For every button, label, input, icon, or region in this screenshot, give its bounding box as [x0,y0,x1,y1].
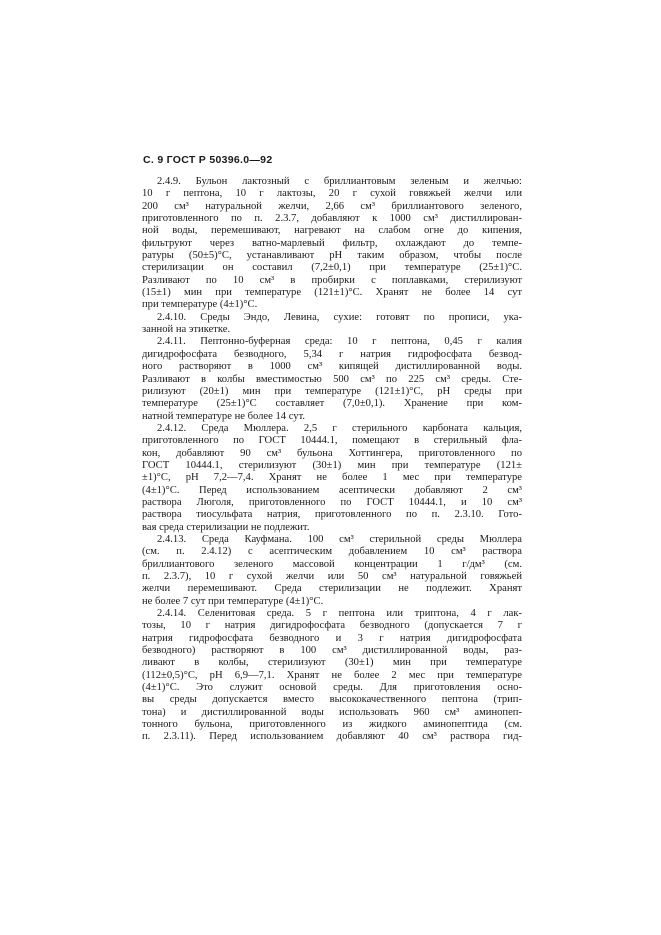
text-line: п. 2.3.11). Перед использованием добавляют 40 см³ раствора гид- [142,731,522,743]
text-line: рилизуют (20±1) мин при температуре (121±1)°С, рН среды при [142,385,522,397]
paragraph-2-4-13 [142,534,522,608]
text-line: ГОСТ 10444.1, стерилизуют (30±1) мин при температуре (121± [142,459,522,471]
text-line: вая среда стерилизации не подлежит. [142,521,310,533]
text-line: раствора Люголя, приготовленного по ГОСТ 10444.1, и 10 см³ [142,496,522,508]
text-line: стерилизации он составил (7,2±0,1) при температуре (25±1)°С. [142,262,522,274]
text-line: 2.4.13. Среда Кауфмана. 100 см³ стерильной среды Мюллера [157,533,522,545]
text-line: ±1)°С, рН 7,2—7,4. Хранят не более 1 мес при температуре [142,472,522,484]
text-line: тонного бульона, приготовленного из жидкого аминопептида (см. [142,719,522,731]
text-line: тона) и дистиллированной воды использовать 960 см³ аминопеп- [142,706,522,718]
text-line: занной на этикетке. [142,324,231,336]
text-line: бриллиантового зеленого массовой концентрации 1 г/дм³ (см. [142,558,522,570]
text-line: (см. п. 2.4.12) с асептическим добавлением 10 см³ раствора [142,546,522,558]
text-line: ного растворяют в 1000 см³ кипящей дистиллированной воды. [142,361,522,373]
paragraph-2-4-12 [142,423,522,534]
paragraph-2-4-10 [142,312,522,337]
text-line: (4±1)°С. Перед использованием асептически добавляют 2 см³ [142,484,522,496]
text-line: температуре (25±1)°С составляет (7,0±0,1). Хранение при ком- [142,398,522,410]
text-line: вы среды допускается вместо высококачественного пептона (трип- [142,694,522,706]
text-line: не более 7 сут при температуре (4±1)°С. [142,595,324,607]
text-line: Разливают в колбы вместимостью 500 см³ по 225 см³ среды. Сте- [142,373,522,385]
text-line: при температуре (4±1)°С. [142,299,258,311]
text-line: (112±0,5)°С, рН 6,9—7,1. Хранят не более 2 мес при температуре [142,669,522,681]
text-line: тозы, 10 г натрия дигидрофосфата безводного (допускается 7 г [142,620,522,632]
text-line: натной температуре не более 14 сут. [142,410,306,422]
text-line: 200 см³ натуральной желчи, 2,66 см³ бриллиантового зеленого, [142,200,522,212]
text-line: 2.4.11. Пептонно-буферная среда: 10 г пептона, 0,45 г калия [157,336,522,348]
text-line: натрия гидрофосфата безводного и 3 г натрия дигидрофосфата [142,632,522,644]
text-line: желчи перемешивают. Среда стерилизации не подлежит. Хранят [142,583,522,595]
text-line: приготовленного по п. 2.3.7, добавляют к 1000 см³ дистиллирован- [142,213,522,225]
paragraph-2-4-9 [142,176,522,312]
text-line: приготовленного по ГОСТ 10444.1, помещают в стерильный фла- [142,435,522,447]
text-line: дигидрофосфата безводного, 5,34 г натрия гидрофосфата безвод- [142,348,522,360]
paragraph-2-4-11 [142,336,522,422]
text-line: ной воды, перемешивают, нагревают на слабом огне до кипения, [142,225,522,237]
text-line: 2.4.9. Бульон лактозный с бриллиантовым зеленым и желчью: [157,176,522,187]
text-line: 10 г пептона, 10 г лактозы, 20 г сухой говяжьей желчи или [142,188,522,200]
document-body [142,176,522,744]
text-line: 2.4.10. Среды Эндо, Левина, сухие: готовят по прописи, ука- [157,311,522,323]
text-line: ливают в колбы, стерилизуют (30±1) мин при температуре [142,657,522,669]
paragraph-2-4-14 [142,608,522,744]
page-header: С. 9 ГОСТ Р 50396.0—92 [143,154,273,166]
text-line: (4±1)°С. Это служит основой среды. Для приготовления осно- [142,682,522,694]
text-line: (15±1) мин при температуре (121±1)°С. Хранят не более 14 сут [142,287,522,299]
text-line: 2.4.12. Среда Мюллера. 2,5 г стерильного карбоната кальция, [157,422,522,434]
text-line: безводного) растворяют в 100 см³ дистиллированной воды, раз- [142,645,522,657]
text-line: Разливают по 10 см³ в пробирки с поплавками, стерилизуют [142,274,522,286]
text-line: п. 2.3.7), 10 г сухой желчи или 50 см³ натуральной говяжьей [142,571,522,582]
text-line: фильтруют через ватно-марлевый фильтр, охлаждают до темпе- [142,237,522,249]
text-line: раствора тиосульфата натрия, приготовленного по п. 2.3.10. Гото- [142,509,522,521]
text-line: 2.4.14. Селенитовая среда. 5 г пептона или триптона, 4 г лак- [157,608,522,620]
text-line: ратуры (50±5)°С, устанавливают рН таким образом, чтобы после [142,250,522,262]
text-line: кон, добавляют 90 см³ бульона Хоттингера, приготовленного по [142,447,522,459]
